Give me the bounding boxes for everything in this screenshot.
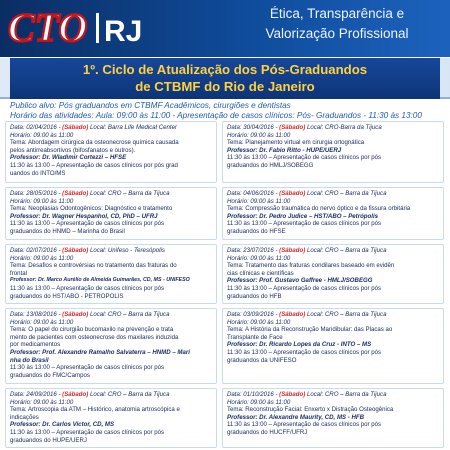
session-time: Horário: 09:00 às 11:00 (10, 197, 74, 205)
session-professor: Professor: Dr. Wagner Hespanhol, CD, PhD – UFRJ (10, 212, 158, 220)
session-theme-line: mento de pacientes com osteonecrose dos maxilares induzida (10, 333, 179, 341)
session-time: Horário: 09:00 às 11:00 (227, 318, 291, 326)
session-weekday: (Sábado) (279, 311, 306, 318)
session-cases-line: 11:30 às 13:00 – Apresentação de casos clínicos por pós (227, 220, 382, 228)
session-theme-line: Tema: A História da Reconstrução Mandibular: das Placas ao (227, 326, 393, 334)
header (0, 0, 450, 57)
session-cases-line: graduandos da UNIFESO (227, 356, 297, 364)
session-theme-line: Tema: Abordagem cirúrgica da osteonecrose química causada (10, 139, 179, 147)
session-theme-line: Tema: Neoplasias Odontogênicos: Diagnóstico e tratamento (10, 205, 173, 213)
session-theme-line: cias clínicas e científicas (227, 269, 294, 277)
session-professor-continued: nha do Brasil (10, 356, 49, 364)
session-date: Data: 13/08/2016 - (10, 311, 63, 318)
session-place: Local: CRO – Barra da Tijuca (305, 311, 387, 318)
session-cases-line: 11:30 às 13:00 – Apresentação de casos clínicos por pós (10, 284, 165, 292)
session-date: Data: 28/05/2016 - (10, 190, 63, 197)
session-professor: Professor: Dr. Alexandre Maurity, CD, MS - HFB (227, 413, 365, 421)
event-title (10, 61, 440, 95)
session-card (5, 121, 217, 183)
session-time: Horário: 09:00 às 11:00 (227, 254, 291, 262)
session-theme-line: indicações (10, 413, 39, 421)
session-place: Local: CRO – Barra da Tijuca (305, 190, 387, 197)
session-weekday: (Sábado) (62, 311, 89, 318)
session-card (222, 187, 444, 240)
session-cases-line: graduandos do HUCFF/UFRJ (227, 428, 308, 436)
session-date: Data: 30/04/2016 - (227, 124, 280, 131)
session-place: Local: CRO – Barra da Tijuca (305, 391, 387, 398)
session-cases-line: graduandos do HFSE (227, 227, 286, 235)
session-date: Data: 01/10/2016 - (227, 391, 280, 398)
session-place: Local: Unifeso - Teresópolis (88, 247, 165, 254)
session-cases-line: 11:30 às 13:00 – Apresentação de casos clínicos por pós (227, 284, 382, 292)
session-time: Horário: 09:00 às 11:00 (227, 131, 291, 139)
session-professor: Professor: Dr. Ricardo Lopes da Cruz - INTO – MS (227, 341, 372, 349)
session-weekday: (Sábado) (279, 391, 306, 398)
session-weekday: (Sábado) (279, 247, 306, 254)
session-theme-line: Tema: Artroscopia da ATM – Histórico, anatomia artroscópica e (10, 406, 180, 414)
cto-rj-logo (4, 3, 194, 53)
session-cases-line: graduandos do HNMD – Marinha do Brasil (10, 227, 125, 235)
session-time: Horário: 09:00 às 11:00 (227, 197, 291, 205)
session-date: Data: 03/09/2016 - (227, 311, 280, 318)
title-banner (0, 58, 450, 99)
session-cases-line: graduandos do HMLJ/SOBEGG (227, 161, 314, 169)
session-time: Horário: 09:00 às 11:00 (227, 398, 291, 406)
session-card (5, 244, 217, 304)
tagline-line-2: Valorização Profissional (265, 26, 409, 41)
session-date: Data: 02/07/2016 - (10, 247, 63, 254)
session-weekday: (Sábado) (62, 391, 89, 398)
logo-divider (96, 13, 99, 43)
session-cases-line: 11:30 às 13:00 – Apresentação de casos clínicos por pós (10, 220, 165, 228)
session-card (222, 388, 444, 448)
session-theme-line: pelos antirreabsortivos (bifosfanatos e outros). (10, 146, 136, 154)
session-cases-line: 11:30 às 13:00 – Apresentação de casos clínicos por pós (227, 154, 382, 162)
session-cases-line: 11:30 às 13:00 – Apresentação de casos clínicos por pós (227, 421, 382, 429)
session-cases-line: graduandos do HFB (227, 292, 282, 300)
session-place: Local: CRO – Barra da Tijuca (305, 247, 387, 254)
session-weekday: (Sábado) (62, 247, 89, 254)
session-professor: Professor: Dr. Wladimir Cortezzi – HFSE (10, 154, 127, 162)
session-card (5, 388, 217, 448)
session-date: Data: 23/07/2016 - (227, 247, 280, 254)
session-weekday: (Sábado) (279, 190, 306, 197)
session-theme-line: Tema: O papel do cirurgião bucomaxilo na prevenção e trata (10, 326, 174, 334)
session-cases-line: 11:30 às 13:00 – Apresentação de casos clínicos por pós (10, 364, 165, 372)
tagline-line-1: Ética, Transparência e (269, 6, 405, 21)
session-theme-line: frontal (10, 269, 27, 277)
session-date: Data: 04/06/2016 - (227, 190, 280, 197)
session-time: Horário: 09:00 às 11:00 (10, 318, 74, 326)
schedule-text: Horário das atividades: Aula: 09:00 às 11:00 - Apresentação de casos clínicos: Pós- Graduandos - 11:30 às 13:00 (10, 111, 422, 120)
session-card (222, 308, 444, 384)
session-card (222, 244, 444, 304)
logo-cto-text: CTO (8, 5, 88, 50)
session-time: Horário: 09:00 às 11:00 (10, 131, 74, 139)
session-place: Local: CRO – Barra da Tijuca (88, 391, 170, 398)
session-weekday: (Sábado) (62, 190, 89, 197)
session-professor: Professor: Prof. Alexandre Ramalho Salvaterra – HNMD – Mari (10, 348, 190, 356)
event-title-line-2: de CTBMF do Rio de Janeiro (135, 79, 315, 94)
session-place: Local: CRO – Barra da Tijuca (88, 190, 170, 197)
tagline (226, 4, 448, 44)
session-place: Local: CRO-Barra da Tijuca (305, 124, 382, 131)
session-cases-line: 11:30 às 13:00 – Apresentação de casos clínicos por pós (227, 348, 382, 356)
session-card (222, 121, 444, 183)
session-theme-line: por medicamentos (10, 341, 61, 349)
session-professor: Professor: Dr. Pedro Judice – HST/ABO – Petrópolis (227, 212, 379, 220)
session-cases-line: uandos do INTO/MS (10, 169, 66, 177)
session-professor: Professor: Prof. Gustavo Gaffree - HMLJ/SOBEGG (227, 277, 373, 285)
audience-text: Publico alvo: Pós graduandos em CTBMF Acadêmicos, cirurgiões e dentistas (10, 101, 291, 110)
logo-rj-text: RJ (104, 15, 143, 48)
session-card (5, 308, 217, 384)
session-time: Horário: 09:00 às 11:00 (10, 398, 74, 406)
session-cases-line: 11:30 às 13:00 – Apresentação de casos clínicos por pós (10, 428, 165, 436)
session-place: Local: Barra Life Medical Center (88, 124, 177, 131)
session-cases-line: graduandos do HUPE/UERJ (10, 436, 87, 444)
session-cases-line: graduandos do FMC/Campos (10, 371, 90, 379)
session-weekday: (Sábado) (62, 124, 89, 131)
event-title-line-1: 1º. Ciclo de Atualização dos Pós-Graduandos (82, 62, 368, 77)
session-professor: Professor: Dr. Marco Aurélio de Almeida Guimarães, CD, MS - UNIFESO (10, 277, 190, 284)
session-theme-line: Tema: Compressão traumática do nervo óptico e da fissura orbitária (227, 205, 411, 213)
session-professor: Professor: Dr. Fabio Ritto - HUPE/UERJ (227, 146, 342, 154)
session-card (5, 187, 217, 240)
session-professor: Professor: Dr. Carlos Victor, CD, MS (10, 421, 115, 429)
session-place: Local: CRO – Barra da Tijuca (88, 311, 170, 318)
session-cases-line: graduandos do HST/ABO - PETRÓPOLIS (10, 292, 124, 300)
session-theme-line: Tema: Desafios e controvérsias no tratamento das fraturas do (10, 262, 177, 270)
session-theme-line: Transplante de Face (227, 333, 283, 341)
session-weekday: (Sábado) (279, 124, 306, 131)
session-date: Data: 24/09/2016 - (10, 391, 63, 398)
session-theme-line: Tema: Reconstrução Facial: Enxerto x Distração Osteogênica (227, 406, 394, 414)
session-time: Horário: 09:00 às 11:00 (10, 254, 74, 262)
session-theme-line: Tema: Tratamento das fraturas condilares baseado em evidên (227, 262, 395, 270)
session-cases-line: 11:30 às 13:00 – Apresentação de casos clínicos por pós grad (10, 161, 178, 169)
session-date: Data: 02/04/2016 - (10, 124, 63, 131)
session-theme-line: Tema: Planejamento virtual em cirurgia ortognática (227, 139, 365, 147)
